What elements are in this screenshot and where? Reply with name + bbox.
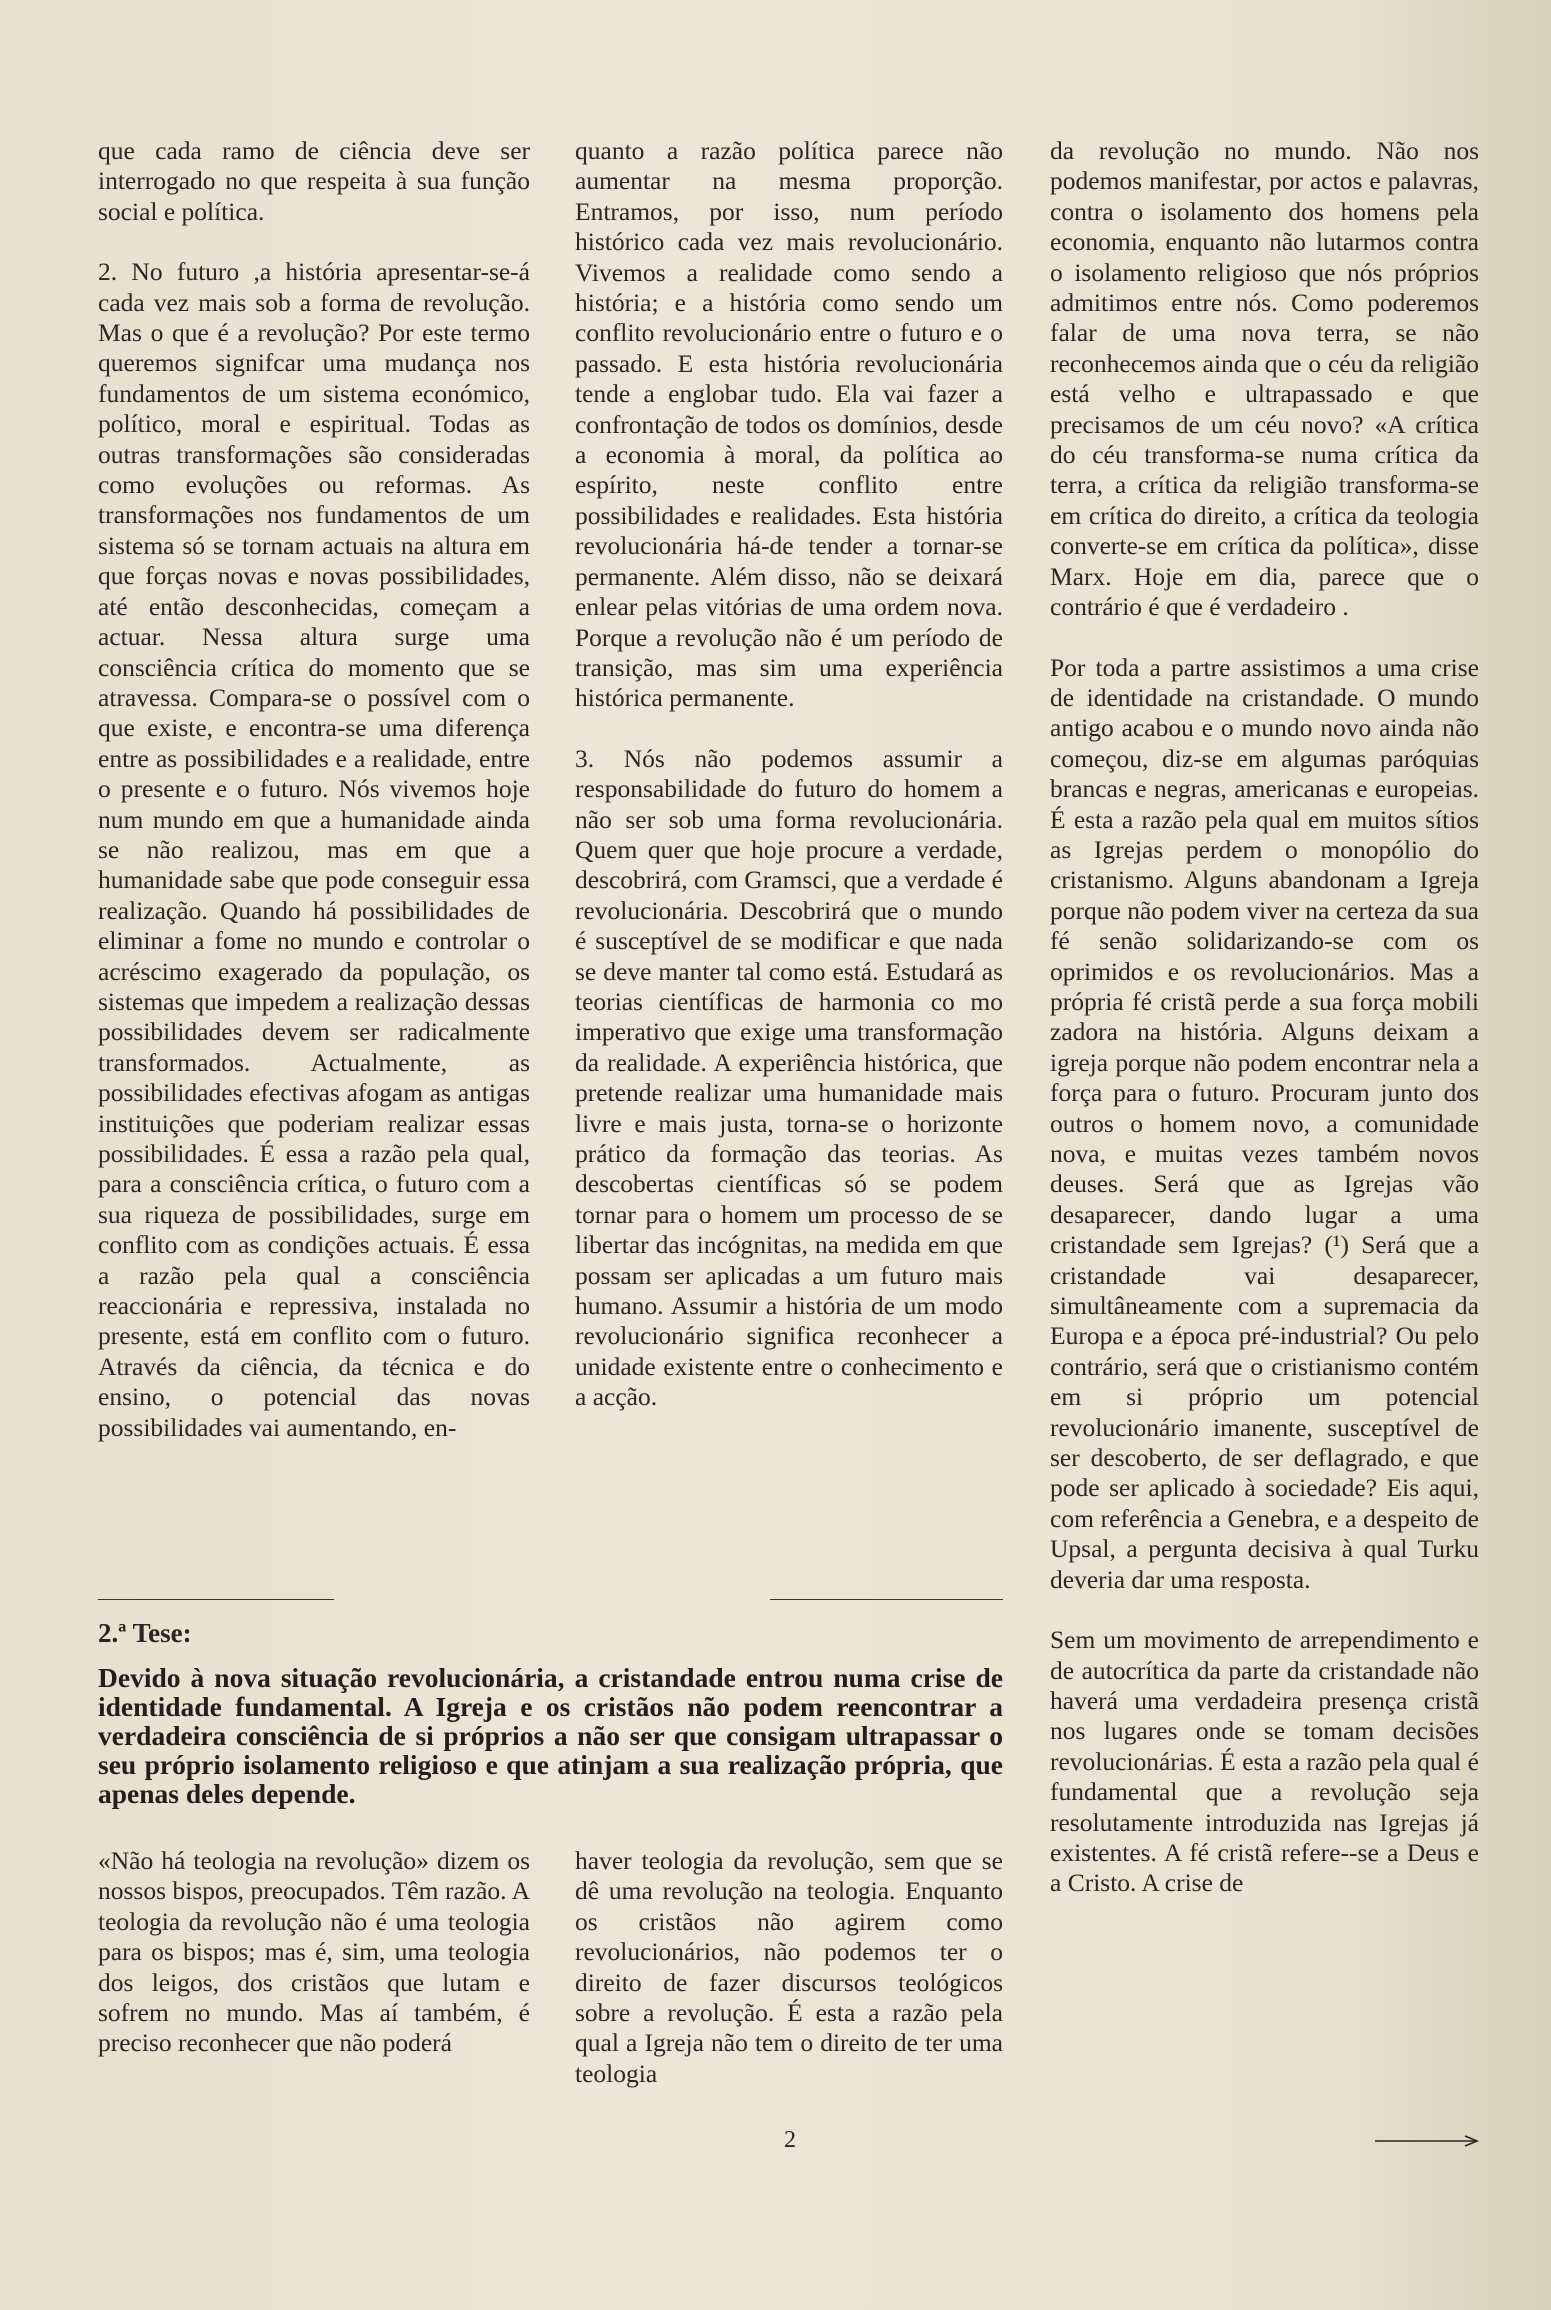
- paragraph: Por toda a partre assistimos a uma crise de identidade na cristandade. O mundo antigo acabou e o mundo novo ainda não começou, diz-se em algumas paróquias brancas e negras, americanas e europeias. É esta a razão pela qual em muitos sítios as Igrejas perdem o monopólio do cristanismo. Alguns abandonam a Igreja porque não podem viver na certeza da sua fé senão solidarizando-se com os oprimidos e os revolucionários. Mas a própria fé cristã perde a sua força mobili zadora na história. Alguns deixam a igreja porque não podem encontrar nela a força para o futuro. Procuram junto dos outros o homem novo, a comunidade nova, e muitas vezes também novos deuses. Será que as Igrejas vão desaparecer, dando lugar a uma cristandade sem Igrejas? (¹) Será que a cristandade vai desaparecer, simultâneamente com a supremacia da Europa e a época pré-industrial? Ou pelo contrário, será que o cristianismo contém em si próprio um potencial revolucionário imanente, susceptível de ser descoberto, de ser deflagrado, e que pode ser aplicado à sociedade? Eis aqui, com referência a Genebra, e a despeito de Upsal, a pergunta decisiva à qual Turku deveria dar uma resposta.: [1050, 652, 1479, 1594]
- column-1-bottom: [98, 1846, 530, 2059]
- paragraph: 2. No futuro ,a história apresentar-se-á cada vez mais sob a forma de revolução. Mas o que é a revolução? Por este termo queremos signifcar uma mudança nos fundamentos de um sistema económico, político, moral e espiritual. Todas as outras transformações são consideradas como evoluções ou reformas. As transformações nos fundamentos de um sistema só se tornam actuais na altura em que forças novas e novas possibilidades, até então desconhecidas, começam a actuar. Nessa altura surge uma consciência crítica do momento que se atravessa. Compara-se o possível com o que existe, e encontra-se uma diferença entre as possibilidades e a realidade, entre o presente e o futuro. Nós vivemos hoje num mundo em que a humanidade ainda se não realizou, mas em que a humanidade sabe que pode conseguir essa realização. Quando há possibilidades de eliminar a fome no mundo e controlar o acréscimo exagerado da população, os sistemas que impedem a realização dessas possibilidades devem ser radicalmente transformados. Actualmente, as possibilidades efectivas afogam as antigas instituições que poderiam realizar essas possibilidades. É essa a razão pela qual, para a consciência crítica, o futuro com a sua riqueza de possibilidades, surge em conflito com as condições actuais. É essa a razão pela qual a consciência reaccionária e repressiva, instalada no presente, está em conflito com o futuro. Através da ciência, da técnica e do ensino, o potencial das novas possibilidades vai aumentando, en-: [98, 257, 530, 1442]
- right-arrow-icon: [1375, 2133, 1480, 2149]
- paragraph: Sem um movimento de arrependimento e de autocrítica da parte da cristandade não haverá uma verdadeira presença cristã nos lugares onde se tomam decisões revolucionárias. É esta a razão pela qual é fundamental que a revolução seja resolutamente introduzida nas Igrejas já existentes. A fé cristã refere--se a Deus e a Cristo. A crise de: [1050, 1625, 1479, 1898]
- section-divider-right: [770, 1599, 1003, 1600]
- column-2-top: [575, 136, 1003, 1413]
- column-1-top: [98, 136, 530, 1443]
- column-3: [1050, 136, 1479, 1899]
- paragraph: que cada ramo de ciência deve ser interrogado no que respeita à sua função social e política.: [98, 136, 530, 226]
- page-number: 2: [784, 2127, 796, 2153]
- thesis-statement: Devido à nova situação revolucionária, a cristandade entrou numa crise de identidade fundamental. A Igreja e os cristãos não podem reencontrar a verdadeira consciência de si próprios a não ser que consigam ultrapassar o seu próprio isolamento religioso e que atinjam a sua realização própria, que apenas deles depende.: [98, 1662, 1003, 1809]
- paragraph: 3. Nós não podemos assumir a responsabilidade do futuro do homem a não ser sob uma forma revolucionária. Quem quer que hoje procure a verdade, descobrirá, com Gramsci, que a verdade é revolucionária. Descobrirá que o mundo é susceptível de se modificar e que nada se deve manter tal como está. Estudará as teorias científicas de harmonia co mo imperativo que exige uma transformação da realidade. A experiência histórica, que pretende realizar uma humanidade mais livre e mais justa, torna-se o horizonte prático da formação das teorias. As descobertas científicas só se podem tornar para o homem um processo de se libertar das incógnitas, na medida em que possam ser aplicadas a um futuro mais humano. Assumir a história de um modo revolucionário significa reconhecer a unidade existente entre o conhecimento e a acção.: [575, 743, 1003, 1412]
- section-divider-left: [98, 1599, 334, 1600]
- thesis-heading: 2.ª Tese:: [98, 1618, 192, 1648]
- column-2-bottom: [575, 1846, 1003, 2089]
- paragraph: «Não há teologia na revolução» dizem os nossos bispos, preocupados. Têm razão. A teologia da revolução não é uma teologia para os bispos; mas é, sim, uma teologia dos leigos, dos cristãos que lutam e sofrem no mundo. Mas aí também, é preciso reconhecer que não poderá: [98, 1846, 530, 2058]
- paragraph: da revolução no mundo. Não nos podemos manifestar, por actos e palavras, contra o isolamento dos homens pela economia, enquanto não lutarmos contra o isolamento religioso que nós próprios admitimos entre nós. Como poderemos falar de uma nova terra, se não reconhecemos ainda que o céu da religião está velho e ultrapassado e que precisamos de um céu novo? «A crítica do céu transforma-se numa crítica da terra, a crítica da religião transforma-se em crítica do direito, a crítica da teologia converte-se em crítica da política», disse Marx. Hoje em dia, parece que o contrário é que é verdadeiro .: [1050, 136, 1479, 622]
- paragraph: haver teologia da revolução, sem que se dê uma revolução na teologia. Enquanto os cristãos não agirem como revolucionários, não podemos ter o direito de fazer discursos teológicos sobre a revolução. É esta a razão pela qual a Igreja não tem o direito de ter uma teologia: [575, 1846, 1003, 2088]
- paragraph: quanto a razão política parece não aumentar na mesma proporção. Entramos, por isso, num período histórico cada vez mais revolucionário. Vivemos a realidade como sendo a história; e a história como sendo um conflito revolucionário entre o futuro e o passado. E esta história revolucionária tende a englobar tudo. Ela vai fazer a confrontação de todos os domínios, desde a economia à moral, da política ao espírito, neste conflito entre possibilidades e realidades. Esta história revolucionária há-de tender a tornar-se permanente. Além disso, não se deixará enlear pelas vitórias de uma ordem nova. Porque a revolução não é um período de transição, mas sim uma experiência histórica permanente.: [575, 136, 1003, 713]
